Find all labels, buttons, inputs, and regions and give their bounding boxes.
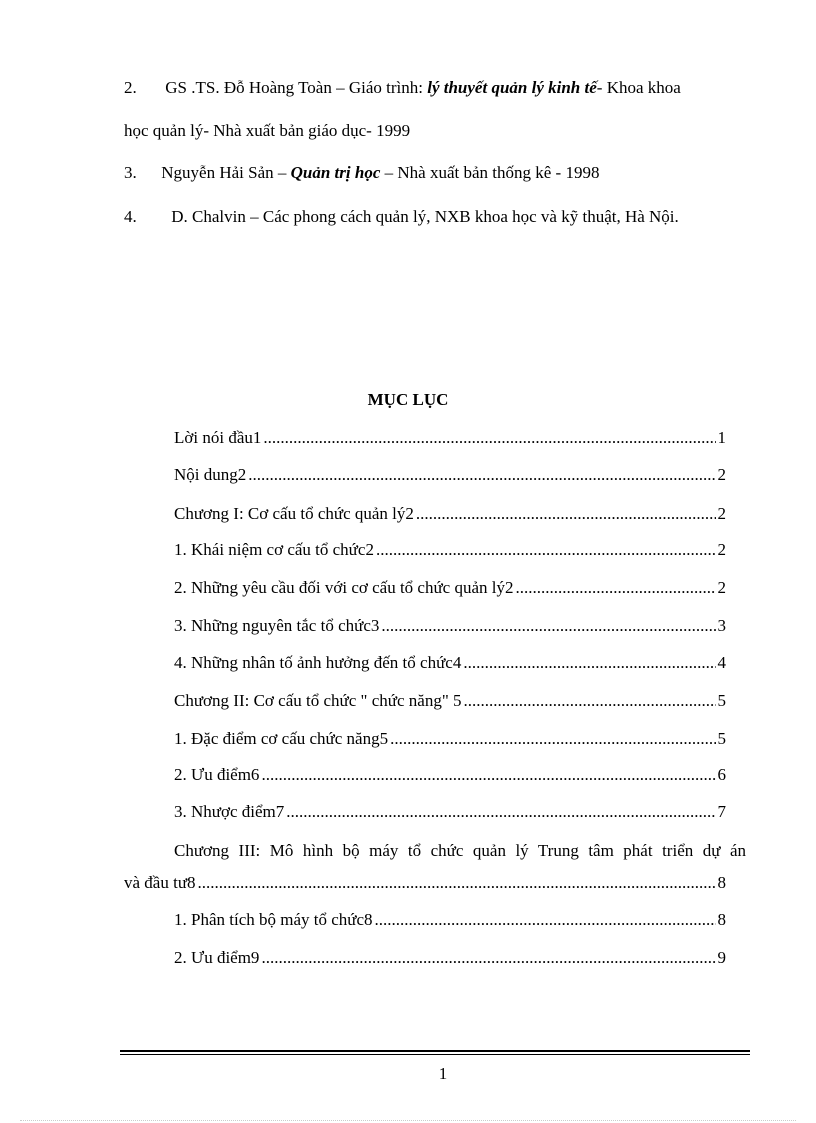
toc-entry [174,428,726,448]
toc-leader [261,948,715,968]
toc-entry-label-line1: Chương III: Mô hình bộ máy tổ chức quản lý Trung tâm phát triển dự án [174,841,746,860]
toc-entry [174,948,726,968]
reference-item [124,207,679,227]
toc-entry [174,578,726,598]
toc-entry-page: 4 [717,653,726,672]
toc-entry-page: 1 [717,428,726,447]
toc-entry-label: Chương II: Cơ cấu tổ chức " chức năng" 5 [174,691,462,710]
toc-entry-page: 2 [717,578,726,597]
reference-continuation [124,121,410,141]
footer-rule [120,1054,750,1055]
toc-entry-label: 3. Nhược điểm7 [174,802,285,821]
reference-item [124,163,599,183]
reference-item [124,78,681,98]
toc-leader [463,653,715,673]
toc-entry-page: 8 [717,910,726,929]
toc-entry [174,765,726,785]
toc-title: MỤC LỤC [367,390,449,409]
toc-leader [198,873,716,893]
toc-entry-label: Chương I: Cơ cấu tổ chức quản lý2 [174,504,414,523]
toc-entry [174,910,726,930]
toc-entry [124,873,726,893]
toc-entry [174,802,726,822]
toc-entry [174,691,726,711]
toc-entry-label: 1. Khái niệm cơ cấu tổ chức2 [174,540,374,559]
reference-title: lý thuyết quản lý kinh tế [427,78,597,97]
toc-entry-label: 1. Phân tích bộ máy tổ chức8 [174,910,373,929]
toc-leader [416,504,716,524]
reference-rest: học quản lý- Nhà xuất bản giáo dục- 1999 [124,121,411,140]
toc-entry-label: Nội dung2 [174,465,247,484]
reference-number: 4. [124,207,137,226]
toc-entry-page: 5 [717,729,726,748]
page-bottom-border [20,1120,796,1121]
toc-entry-label: 2. Ưu điểm9 [174,948,260,967]
toc-entry-page: 6 [717,765,726,784]
reference-author: Nguyễn Hải Sản – [161,163,291,182]
toc-entry [174,465,726,485]
toc-leader [464,691,716,711]
reference-rest: – Nhà xuất bản thống kê - 1998 [380,163,600,182]
reference-number: 2. [124,78,137,97]
toc-entry-label: Lời nói đầu1 [174,428,262,447]
toc-entry [174,653,726,673]
toc-entry-page: 9 [717,948,726,967]
toc-entry [174,616,726,636]
toc-leader [390,729,715,749]
toc-leader [263,428,715,448]
page-number: 1 [438,1064,448,1083]
toc-leader [376,540,716,560]
toc-leader [375,910,716,930]
toc-entry [174,540,726,560]
toc-leader [516,578,716,598]
reference-title: Quản trị học [290,163,381,182]
reference-number: 3. [124,163,137,182]
toc-leader [248,465,715,485]
reference-author: D. Chalvin – Các phong cách quản lý, NXB khoa học và kỹ thuật, Hà Nội. [171,207,679,226]
toc-leader [261,765,715,785]
toc-entry [174,729,726,749]
reference-author: GS .TS. Đỗ Hoàng Toàn – Giáo trình: [165,78,428,97]
toc-entry-page: 2 [717,540,726,559]
toc-entry-label-line2: và đầu tư8 [124,873,196,892]
toc-entry-page: 5 [717,691,726,710]
toc-leader [381,616,715,636]
reference-rest: - Khoa khoa [596,78,681,97]
toc-entry-page: 7 [717,802,726,821]
toc-entry-label: 2. Những yêu cầu đối với cơ cấu tổ chức quản lý2 [174,578,514,597]
toc-entry-page: 8 [717,873,726,892]
toc-entry-page: 2 [717,465,726,484]
toc-entry-label: 3. Những nguyên tắc tổ chức3 [174,616,380,635]
toc-entry-label: 1. Đặc điểm cơ cấu chức năng5 [174,729,389,748]
toc-entry-label: 2. Ưu điểm6 [174,765,260,784]
footer-rule [120,1050,750,1052]
toc-entry-page: 3 [717,616,726,635]
toc-leader [286,802,715,822]
toc-entry-label: 4. Những nhân tố ảnh hưởng đến tổ chức4 [174,653,462,672]
toc-entry [174,504,726,524]
toc-entry-page: 2 [717,504,726,523]
